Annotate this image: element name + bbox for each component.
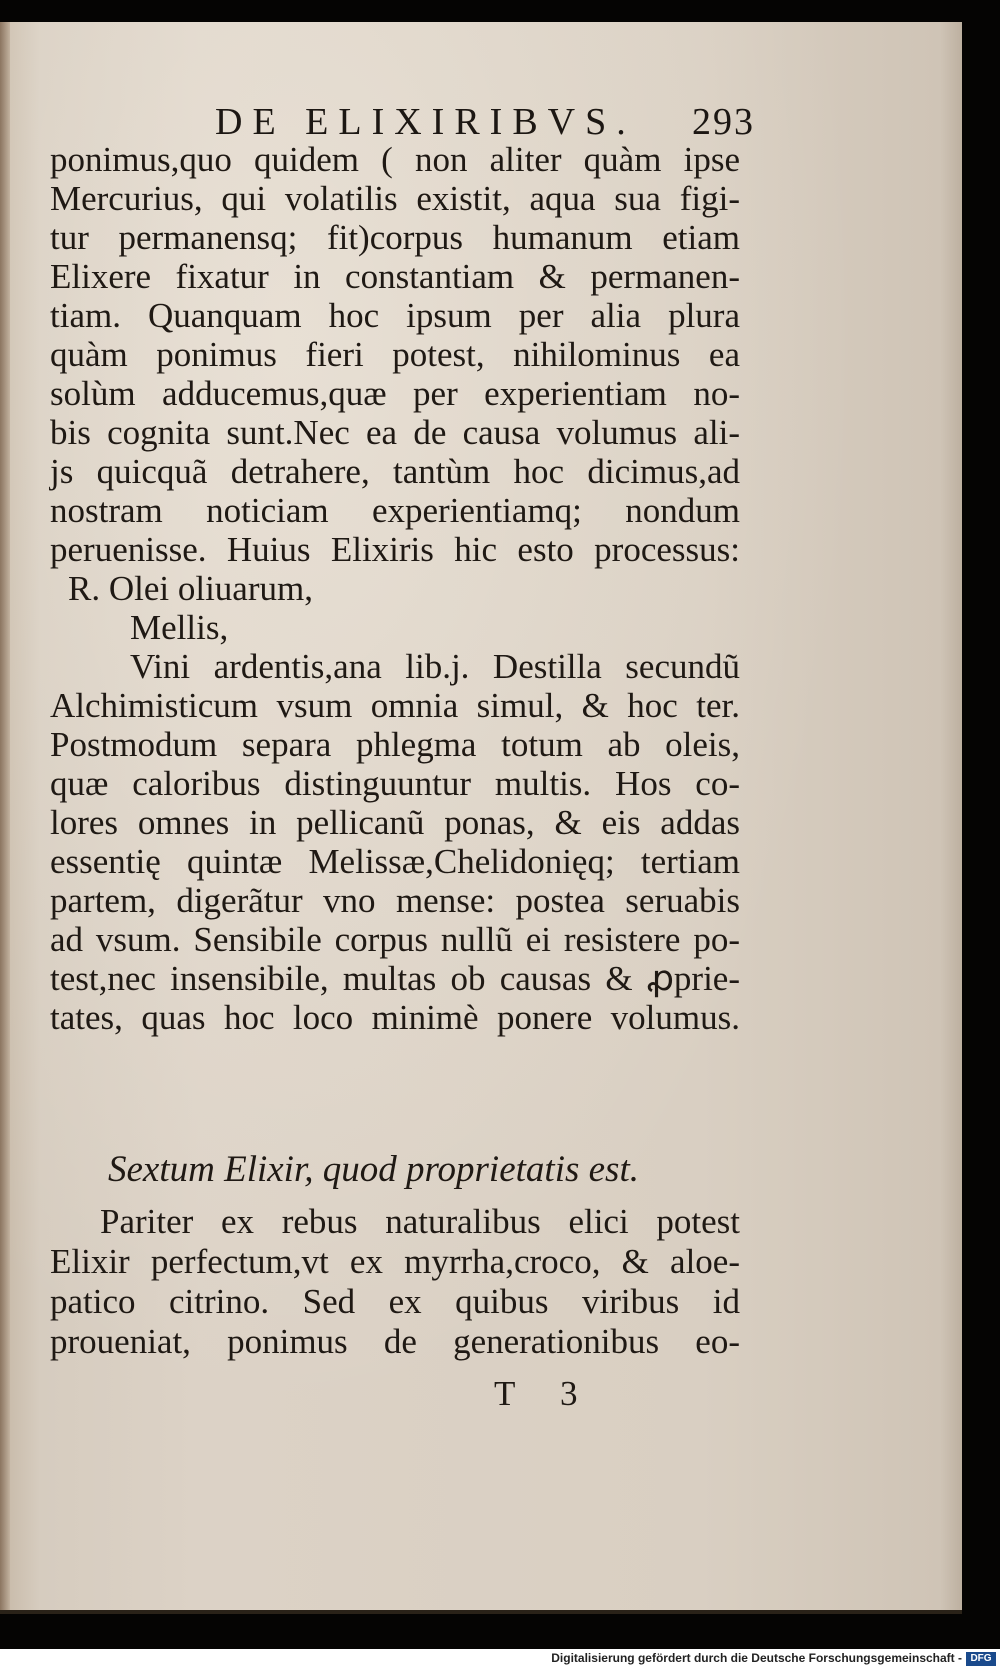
body-line: Elixir perfectum,vt ex myrrha,croco, & aloe-	[50, 1242, 740, 1281]
body-line: nostram noticiam experientiamq; nondum	[50, 491, 740, 530]
body-line: Postmodum separa phlegma totum ab oleis,	[50, 725, 740, 764]
body-line: lores omnes in pellicanũ ponas, & eis addas	[50, 803, 740, 842]
section-heading: Sextum Elixir, quod proprietatis est.	[108, 1149, 639, 1190]
body-line: Elixere fixatur in constantiam & permanen-	[50, 257, 740, 296]
body-line: bis cognita sunt.Nec ea de causa volumus ali-	[50, 413, 740, 452]
body-line: ponimus,quo quidem ( non aliter quàm ipse	[50, 140, 740, 179]
body-line: solùm adducemus,quæ per experientiam no-	[50, 374, 740, 413]
dfg-logo-icon: DFG	[966, 1652, 996, 1666]
book-page	[0, 22, 962, 1614]
body-line: tates, quas hoc loco minimè ponere volumus.	[50, 998, 740, 1037]
body-line: essentię quintæ Melissæ,Chelidonięq; tertiam	[50, 842, 740, 881]
recipe-line: R. Olei oliuarum,	[68, 569, 313, 608]
digitization-footer	[0, 1649, 1000, 1669]
body-line: patico citrino. Sed ex quibus viribus id	[50, 1282, 740, 1321]
body-line: quæ caloribus distinguuntur multis. Hos co-	[50, 764, 740, 803]
signature-mark: T	[494, 1374, 516, 1413]
body-line: proueniat, ponimus de generationibus eo-	[50, 1322, 740, 1361]
body-line: tur permanensq; fit)corpus humanum etiam	[50, 218, 740, 257]
body-line: Mercurius, qui volatilis existit, aqua sua figi-	[50, 179, 740, 218]
body-line: Pariter ex rebus naturalibus elici potest	[100, 1202, 740, 1241]
body-line: quàm ponimus fieri potest, nihilominus ea	[50, 335, 740, 374]
body-line: tiam. Quanquam hoc ipsum per alia plura	[50, 296, 740, 335]
body-line: js quicquã detrahere, tantùm hoc dicimus,ad	[50, 452, 740, 491]
footer-credit: Digitalisierung gefördert durch die Deutsche Forschungsgemeinschaft -	[551, 1651, 962, 1665]
signature-number: 3	[560, 1374, 578, 1413]
recipe-line: Mellis,	[130, 608, 229, 647]
running-title: DE ELIXIRIBVS.	[215, 101, 636, 143]
recipe-line: Vini ardentis,ana lib.j. Destilla secundũ	[130, 647, 740, 686]
body-line: peruenisse. Huius Elixiris hic esto processus:	[50, 530, 740, 569]
body-line: ad vsum. Sensibile corpus nullũ ei resistere po-	[50, 920, 740, 959]
body-line: test,nec insensibile, multas ob causas & ꝓprie-	[50, 959, 740, 998]
body-line: Alchimisticum vsum omnia simul, & hoc ter.	[50, 686, 740, 725]
body-line: partem, digerãtur vno mense: postea seruabis	[50, 881, 740, 920]
page-number: 293	[692, 101, 755, 143]
